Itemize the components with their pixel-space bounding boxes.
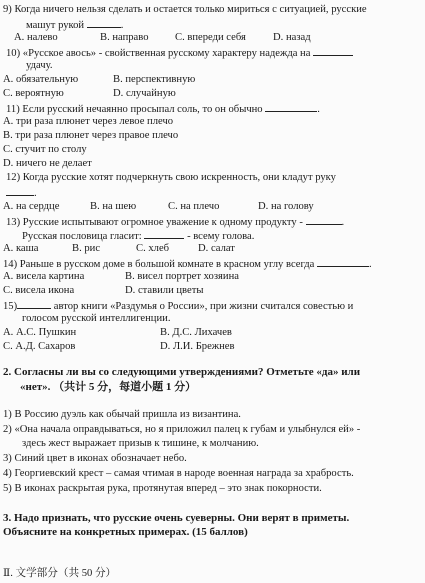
literature-section-heading: Ⅱ. 文学部分（共 50 分） [3,568,117,579]
q13-option-a: A. каша [3,243,39,254]
section3-title-line1: 3. Надо признать, что русские очень суеверны. Они верят в приметы. [3,512,350,524]
section2-item-4: 4) Георгиевский крест – самая чтимая в народе военная награда за храбрость. [3,468,354,479]
q9-option-c: C. впереди себя [175,32,246,43]
q13-line1-text: 13) Русские испытывают огромное уважение к одному продукту - [6,217,303,228]
q11-option-c: C. стучит по столу [3,144,87,155]
q9-option-d: D. назад [273,32,311,43]
q13-option-b: B. рис [72,243,101,254]
q15-option-d: D. Л.И. Брежнев [160,341,235,352]
q11-answer-blank[interactable] [265,101,317,112]
q14-line1: 14) Раньше в русском доме в большой комнате в красном углу всегда . [3,256,372,271]
q9-option-b: B. направо [100,32,149,43]
q12-option-d: D. на голову [258,201,314,212]
q15-option-c: C. А.Д. Сахаров [3,341,76,352]
section2-title-line2: «нет». （共计 5 分，每道小题 1 分） [20,381,197,393]
section2-item-1: 1) В Россию дуэль как обычай пришла из византина. [3,409,241,420]
q9-option-a: А. налево [14,32,58,43]
q12-option-b: B. на шею [90,201,137,212]
q10-option-a: A. обязательную [3,74,79,85]
q13-answer-blank[interactable] [306,214,342,225]
q11-option-d: D. ничего не делает [3,158,92,169]
q10-option-d: D. случайную [113,88,176,99]
q15-line1-text: автор книги «Раздумья о России», при жизни считался совестью и [53,301,354,312]
q9-answer-blank[interactable] [87,17,121,28]
q11-option-a: А. три раза плюнет через левое плечо [3,116,174,127]
q14-line1-text: 14) Раньше в русском доме в большой комнате в красном углу всегда [3,259,315,270]
q12-line1: 12) Когда русские хотят подчеркнуть свою искренность, они кладут руку [6,172,336,183]
q12-option-c: C. на плечо [168,201,220,212]
q15-line1 [3,298,353,313]
q12-line2-text: . [34,188,37,199]
q13-line1: 13) Русские испытывают огромное уважение к одному продукту - . [6,214,344,229]
q14-option-c: C. висела икона [3,285,75,296]
q12-line2 [6,185,37,200]
q13-option-d: D. салат [198,243,235,254]
section3-title-line2: Объясните на конкретных примерах. (15 баллов) [3,526,248,538]
q14-option-d: D. ставили цветы [125,285,204,296]
q10-line1-text: 10) «Русское авось» - свойственная русскому характеру надежда на [6,48,311,59]
section2-title-line1: 2. Согласны ли вы со следующими утверждениями? Отметьте «да» или [3,366,361,378]
q13-proverb-blank[interactable] [144,228,184,239]
q12-option-a: А. на сердце [3,201,60,212]
q13-line2b: - всему голова. [187,231,255,242]
q13-line2 [22,228,254,243]
q11-option-b: B. три раза плюнет через правое плечо [3,130,179,141]
q12-answer-blank[interactable] [6,185,34,196]
q9-line2: машут рукой . [26,17,123,32]
q15-number: 15) [3,301,18,312]
q10-option-c: C. вероятную [3,88,64,99]
section2-item-2-cont: здесь жест выражает призыв к тишине, к молчанию. [22,438,259,449]
q11-line1-text: 11) Если русский нечаянно просыпал соль, то он обычно [6,104,263,115]
section2-item-5: 5) В иконах раскрытая рука, протянутая вперед – это знак покорности. [3,483,322,494]
section2-item-2: 2) «Она начала оправдываться, но я приложил палец к губам и улыбнулся ей» - [3,424,361,435]
q10-answer-blank[interactable] [313,45,353,56]
q10-line2: удачу. [26,60,53,71]
q14-option-b: B. висел портрет хозяина [125,271,239,282]
q15-line2: голосом русской интеллигенции. [22,313,171,324]
q15-option-a: A. А.С. Пушкин [3,327,77,338]
q15-option-b: B. Д.С. Лихачев [160,327,232,338]
q9-line2-text: машут рукой [26,20,85,31]
q14-answer-blank[interactable] [317,256,369,267]
q13-line2a: Русская пословица гласит: [22,231,142,242]
q10-line1 [6,45,353,60]
q11-line1: 11) Если русский нечаянно просыпал соль, то он обычно . [6,101,320,116]
q15-answer-blank[interactable] [17,298,51,309]
q14-option-a: A. висела картина [3,271,85,282]
q13-option-c: C. хлеб [136,243,170,254]
q10-option-b: B. перспективную [113,74,196,85]
q9-line1: 9) Когда ничего нельзя сделать и остается только мириться с ситуацией, русские [3,4,367,15]
section2-item-3: 3) Синий цвет в иконах обозначает небо. [3,453,187,464]
